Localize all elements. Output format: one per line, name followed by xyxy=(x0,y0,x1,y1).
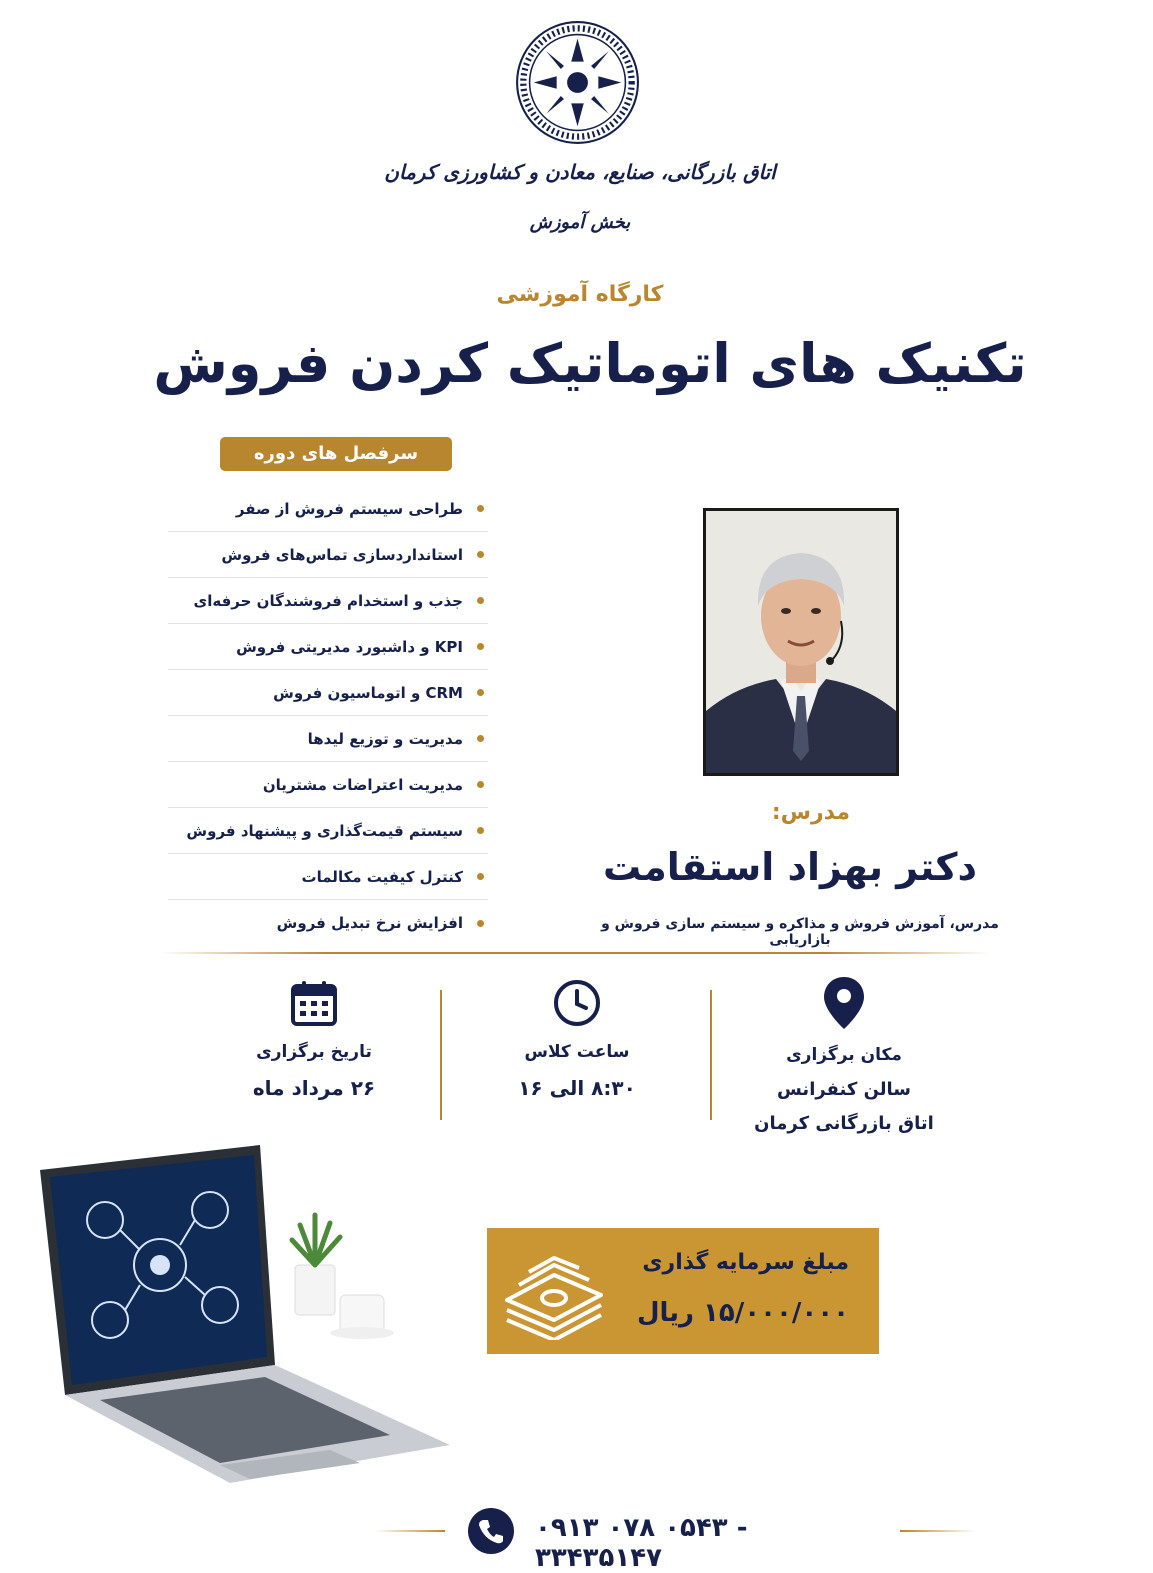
phone-icon xyxy=(468,1508,514,1554)
bullet-icon xyxy=(477,597,484,604)
org-name: اتاق بازرگانی، صنایع، معادن و کشاورزی کرمان xyxy=(384,160,776,184)
department-name: بخش آموزش xyxy=(529,212,631,233)
instructor-label: مدرس: xyxy=(771,800,850,825)
date-value: ۲۶ مرداد ماه xyxy=(252,1076,376,1100)
phone-number: ۰۹۱۳ ۰۷۸ ۰۵۴۳ - ۳۳۴۳۵۱۴۷ xyxy=(535,1513,748,1573)
chamber-logo xyxy=(515,20,640,145)
bullet-icon xyxy=(477,551,484,558)
time-label: ساعت کلاس xyxy=(524,1042,630,1062)
list-item: مدیریت اعتراضات مشتریان xyxy=(168,762,488,808)
bullet-icon xyxy=(477,689,484,696)
time-info xyxy=(457,978,697,1100)
clock-icon xyxy=(552,978,602,1028)
list-item: KPI و داشبورد مدیریتی فروش xyxy=(168,624,488,670)
event-subtitle: کارگاه آموزشی xyxy=(496,282,664,307)
divider xyxy=(160,952,990,954)
bullet-icon xyxy=(477,643,484,650)
date-info xyxy=(194,978,434,1100)
bullet-icon xyxy=(477,505,484,512)
price-value: ۱۵/۰۰۰/۰۰۰ ریال xyxy=(636,1298,849,1328)
instructor-photo xyxy=(703,508,899,776)
price-box xyxy=(487,1228,879,1354)
list-item: افزایش نرخ تبدیل فروش xyxy=(168,900,488,946)
list-item: جذب و استخدام فروشندگان حرفه‌ای xyxy=(168,578,488,624)
instructor-bio: مدرس، آموزش فروش و مذاکره و سیستم سازی فروش و بازاریابی xyxy=(601,916,999,948)
bullet-icon xyxy=(477,781,484,788)
bullet-icon xyxy=(477,920,484,927)
place-label: مکان برگزاری xyxy=(786,1045,902,1065)
place-info xyxy=(724,975,964,1141)
location-pin-icon xyxy=(821,975,867,1031)
place-line2: اتاق بازرگانی کرمان xyxy=(754,1113,934,1134)
list-item: CRM و اتوماسیون فروش xyxy=(168,670,488,716)
place-line1: سالن کنفرانس xyxy=(776,1079,912,1100)
divider xyxy=(710,990,712,1120)
topics-list xyxy=(168,486,488,946)
divider xyxy=(440,990,442,1120)
bullet-icon xyxy=(477,735,484,742)
list-item: سیستم قیمت‌گذاری و پیشنهاد فروش xyxy=(168,808,488,854)
topics-badge: سرفصل های دوره xyxy=(220,437,452,471)
money-stack-icon xyxy=(499,1240,609,1340)
time-value: ۸:۳۰ الی ۱۶ xyxy=(518,1076,636,1100)
list-item: مدیریت و توزیع لیدها xyxy=(168,716,488,762)
list-item: استانداردسازی تماس‌های فروش xyxy=(168,532,488,578)
list-item: کنترل کیفیت مکالمات xyxy=(168,854,488,900)
divider xyxy=(900,1530,975,1532)
bullet-icon xyxy=(477,873,484,880)
date-label: تاریخ برگزاری xyxy=(256,1042,372,1062)
calendar-icon xyxy=(289,978,339,1028)
list-item: طراحی سیستم فروش از صفر xyxy=(168,486,488,532)
laptop-illustration xyxy=(30,1145,480,1485)
bullet-icon xyxy=(477,827,484,834)
instructor-name: دکتر بهزاد استقامت xyxy=(602,845,977,889)
divider xyxy=(375,1530,445,1532)
event-title: تکنیک های اتوماتیک کردن فروش xyxy=(153,332,1027,395)
price-label: مبلغ سرمایه گذاری xyxy=(642,1250,849,1275)
